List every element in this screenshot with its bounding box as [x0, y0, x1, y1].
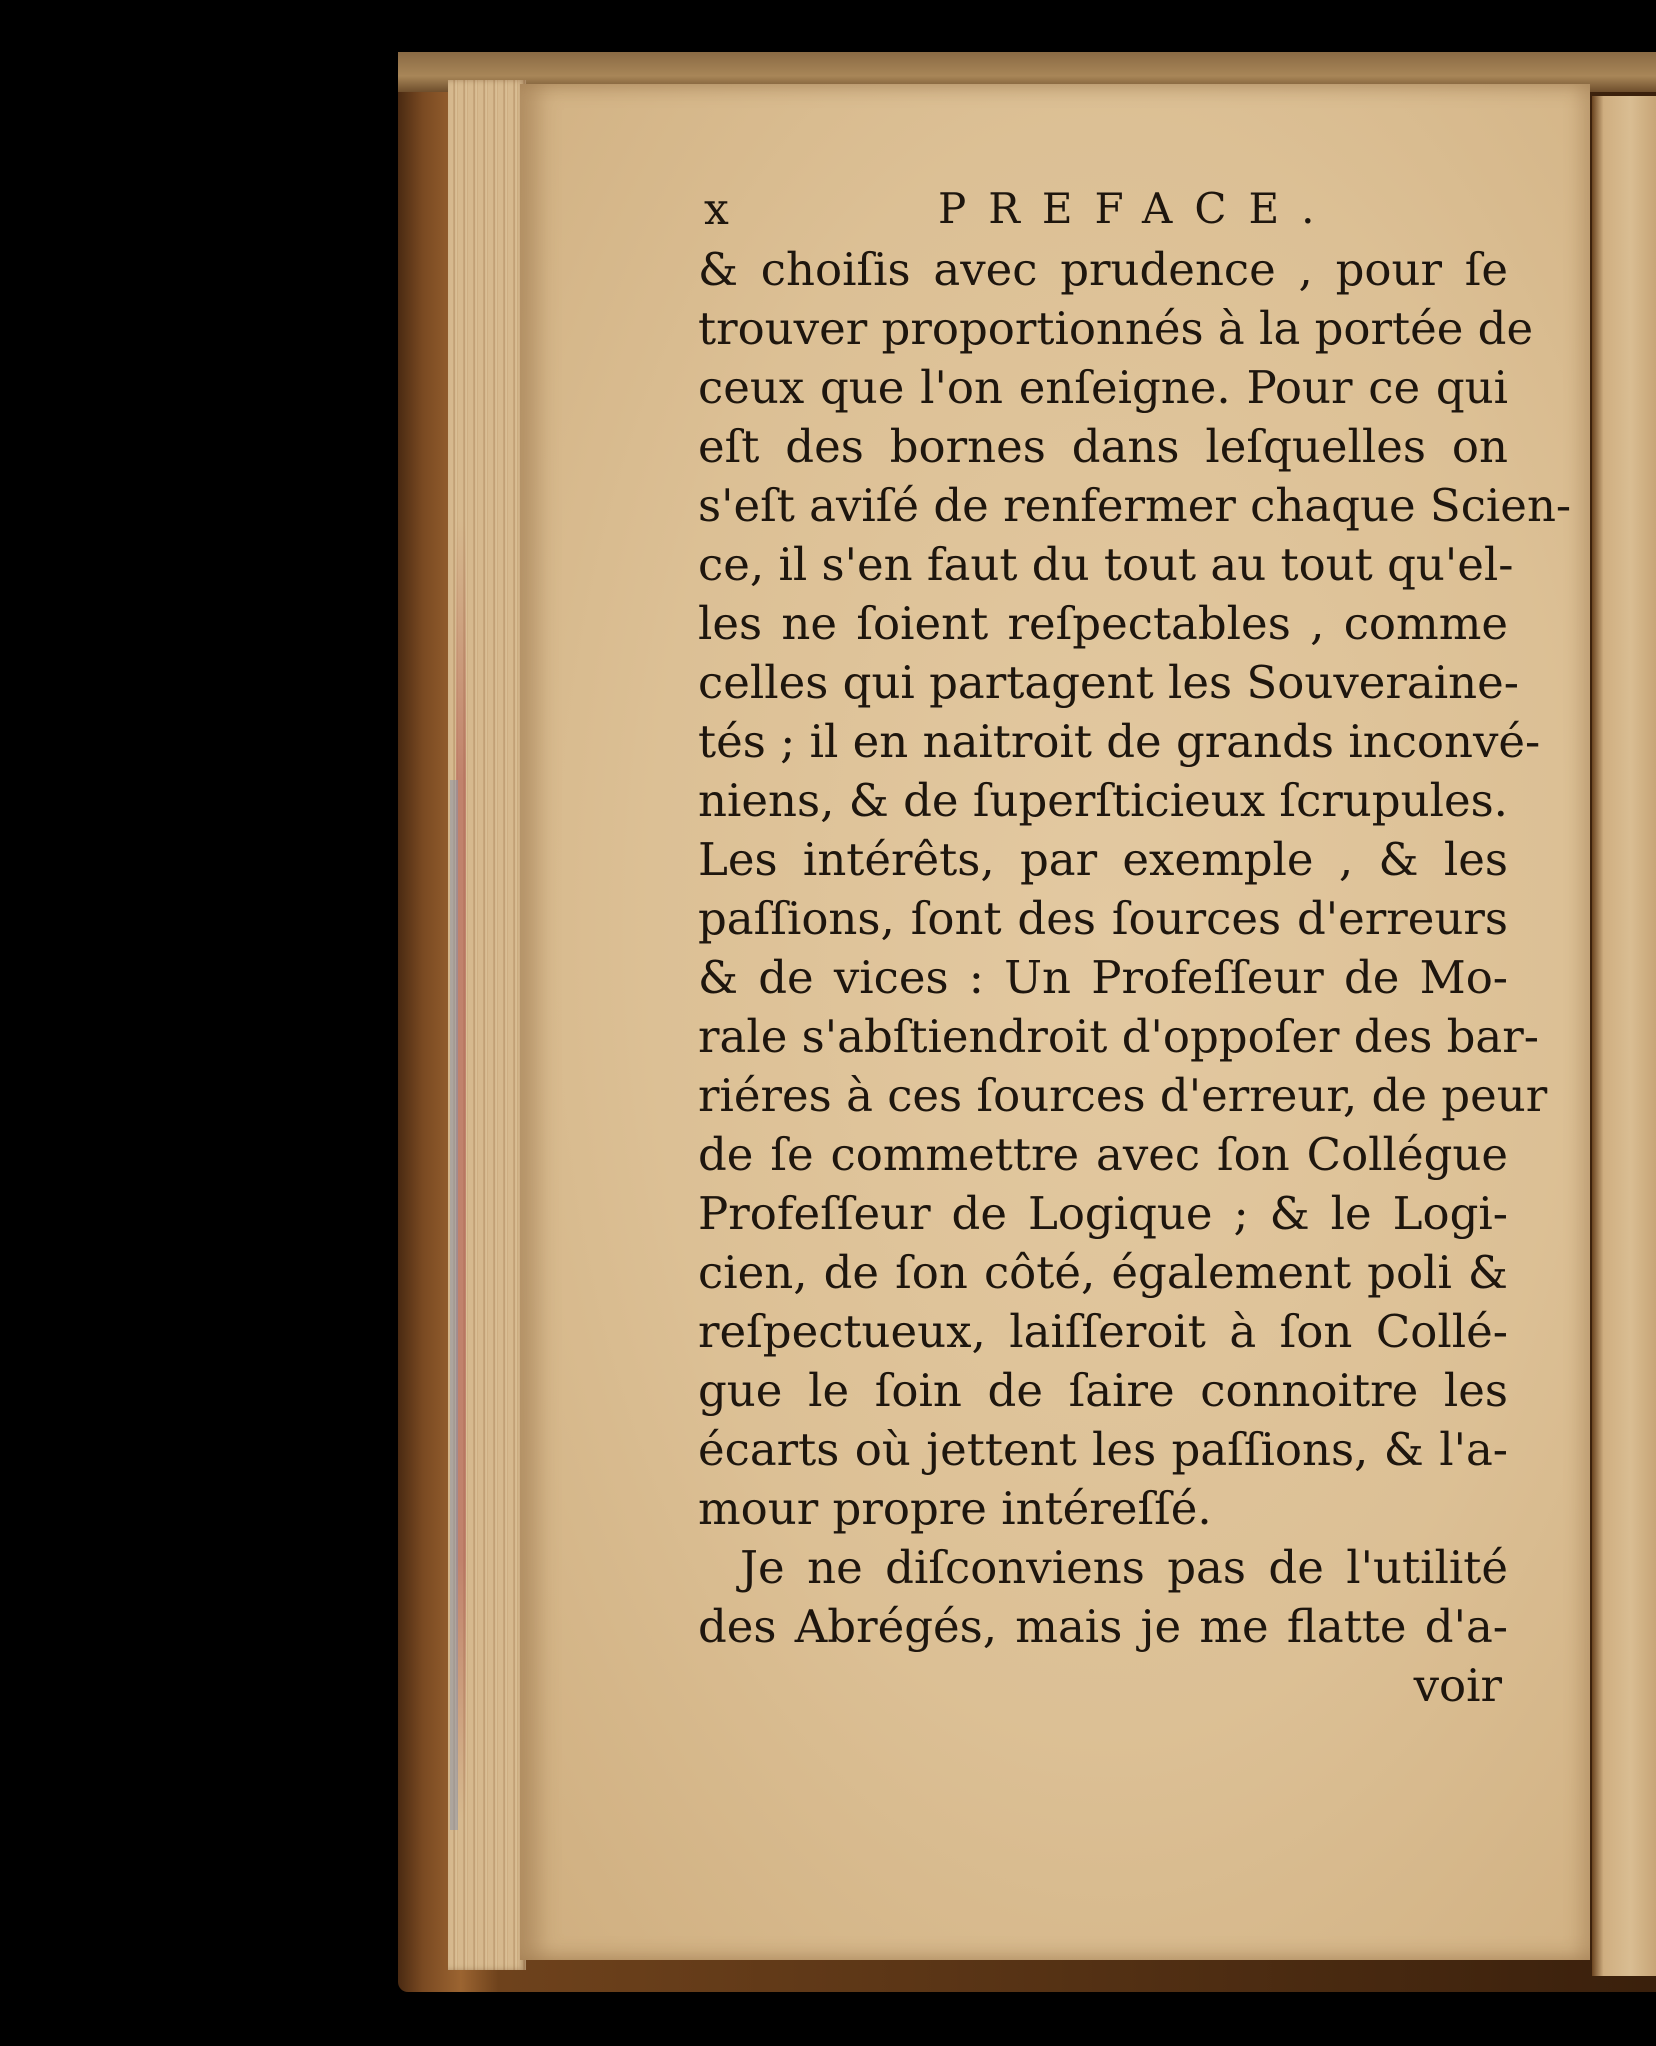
- text-line: ce, il s'en faut du tout au tout qu'el-: [698, 538, 1514, 591]
- running-head: [698, 178, 1508, 240]
- page-text: [698, 178, 1572, 1715]
- text-line: & choiſis avec prudence , pour ſe: [698, 243, 1508, 296]
- text-line: écarts où jettent les paſſions, & l'a-: [698, 1423, 1508, 1476]
- paragraph-1: [698, 240, 1572, 1538]
- catchword: voir: [1413, 1659, 1502, 1712]
- text-line: & de vices : Un Profeſſeur de Mo-: [698, 951, 1508, 1004]
- next-page-edge: [1592, 96, 1656, 1976]
- text-line: mour propre intéreſſé.: [698, 1482, 1212, 1535]
- text-line: eſt des bornes dans leſquelles on: [698, 420, 1508, 473]
- text-line: Profeſſeur de Logique ; & le Logi-: [698, 1187, 1508, 1240]
- text-line: reſpectueux, laiſſeroit à ſon Collé-: [698, 1305, 1508, 1358]
- page-edge-tint: [450, 780, 458, 1830]
- text-line: de ſe commettre avec ſon Collégue: [698, 1128, 1508, 1181]
- text-line: celles qui partagent les Souveraine-: [698, 656, 1519, 709]
- text-line: Je ne diſconviens pas de l'utilité: [740, 1541, 1508, 1594]
- text-line: trouver proportionnés à la portée de: [698, 302, 1534, 355]
- text-line: les ne ſoient reſpectables , comme: [698, 597, 1508, 650]
- text-line: s'eſt aviſé de renfermer chaque Scien-: [698, 479, 1572, 532]
- text-line: riéres à ces ſources d'erreur, de peur: [698, 1069, 1548, 1122]
- text-line: des Abrégés, mais je me flatte d'a-: [698, 1600, 1508, 1653]
- text-line: ceux que l'on enſeigne. Pour ce qui: [698, 361, 1508, 414]
- text-line: tés ; il en naitroit de grands inconvé-: [698, 715, 1541, 768]
- text-line: niens, & de ſuperſticieux ſcrupules.: [698, 774, 1508, 827]
- text-line: Les intérêts, par exemple , & les: [698, 833, 1508, 886]
- text-line: paſſions, ſont des ſources d'erreurs: [698, 892, 1508, 945]
- paragraph-2: [698, 1538, 1508, 1656]
- page-header-title: PREFACE.: [938, 184, 1337, 233]
- page-number: x: [704, 184, 729, 235]
- text-line: rale s'abſtiendroit d'oppoſer des bar-: [698, 1010, 1539, 1063]
- text-line: cien, de ſon côté, également poli &: [698, 1246, 1508, 1299]
- text-line: gue le ſoin de ſaire connoitre les: [698, 1364, 1508, 1417]
